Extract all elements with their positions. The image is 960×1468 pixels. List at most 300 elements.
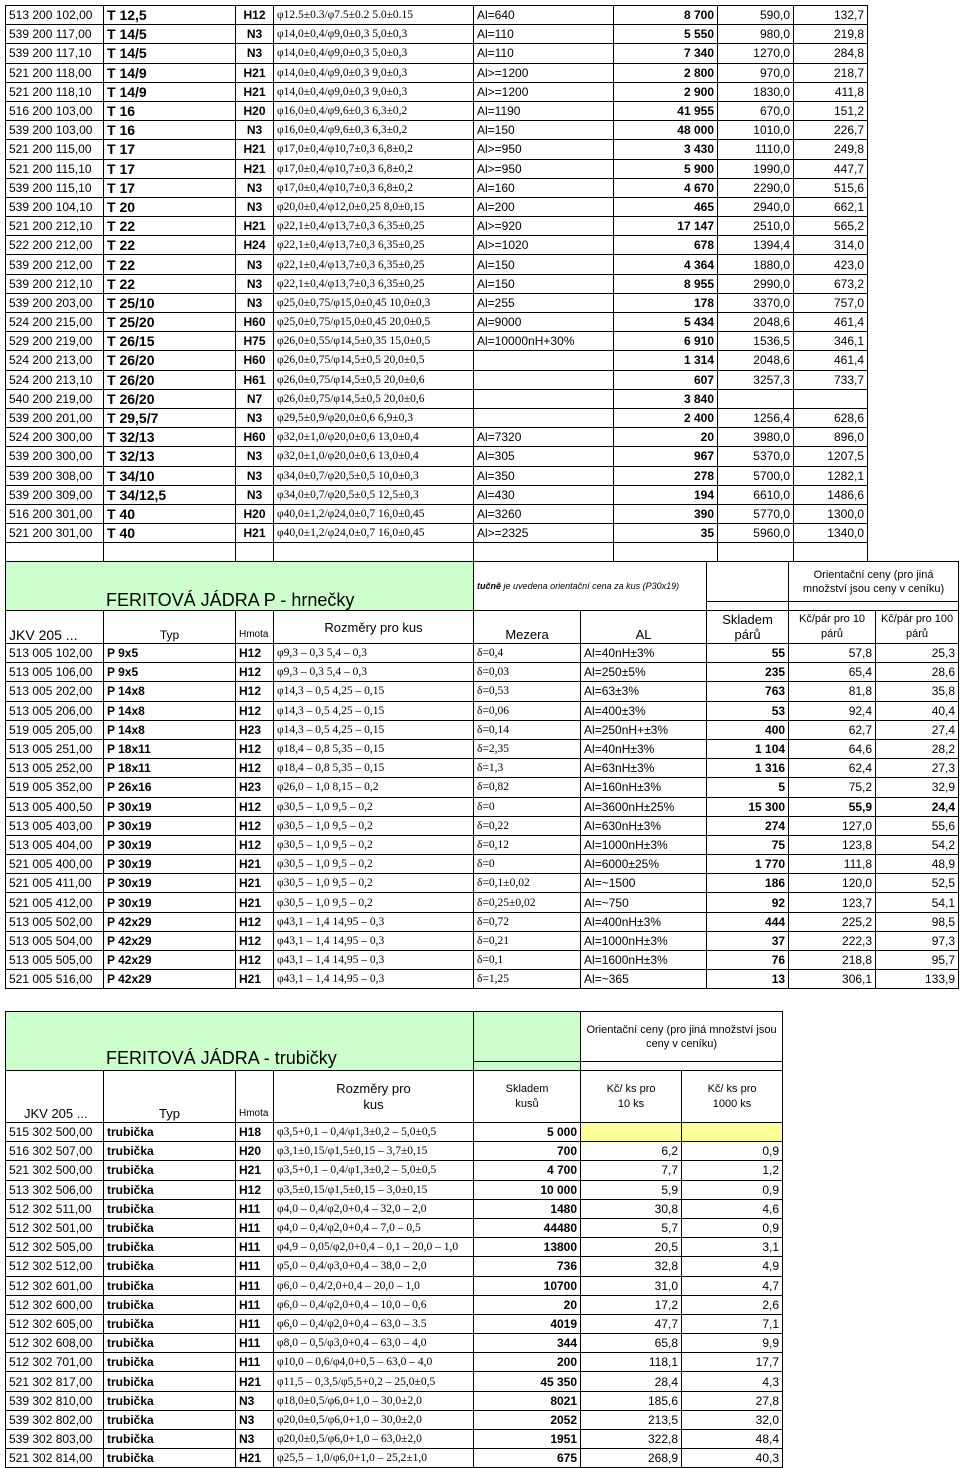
material: H12: [236, 6, 274, 25]
table-row: [6, 874, 959, 893]
table-row: [6, 44, 868, 63]
price-100: 1486,6: [794, 485, 868, 504]
al-value: Al=40nH±3%: [581, 644, 707, 663]
price-100: 423,0: [794, 255, 868, 274]
table-row: [6, 951, 959, 970]
p-orient-header: Orientační ceny (pro jiná množství jsou ceny v ceníku): [789, 562, 959, 602]
table-row: [6, 140, 868, 159]
al-value: Al=430: [474, 485, 614, 504]
stock: 678: [614, 236, 718, 255]
core-type: P 9x5: [104, 644, 236, 663]
tube-header-skladem: Skladem kusů: [474, 1071, 581, 1123]
core-type: trubička: [104, 1391, 236, 1410]
core-type: P 42x29: [104, 931, 236, 950]
table-row: [6, 255, 868, 274]
price-10: 2048,6: [718, 351, 794, 370]
jkv-code: 539 200 203,00: [6, 293, 104, 312]
air-gap: δ=0,03: [474, 663, 581, 682]
table-row: [6, 178, 868, 197]
table-row: [6, 1449, 783, 1468]
table-row: [6, 1199, 783, 1218]
jkv-code: 521 200 301,00: [6, 524, 104, 543]
al-value: Al=160nH±3%: [581, 778, 707, 797]
core-type: trubička: [104, 1353, 236, 1372]
core-type: T 34/10: [104, 466, 236, 485]
price-100: 40,4: [876, 701, 959, 720]
stock: 5 900: [614, 159, 718, 178]
price-10: 2940,0: [718, 197, 794, 216]
price-100: 28,2: [876, 739, 959, 758]
table-row: [6, 1142, 783, 1161]
dimensions: φ26,0±0,55/φ14,5±0,35 15,0±0,5: [274, 332, 474, 351]
al-value: [474, 389, 614, 408]
price-100: 1340,0: [794, 524, 868, 543]
air-gap: δ=0: [474, 797, 581, 816]
price-1000: 7,1: [682, 1314, 783, 1333]
stock: 20: [474, 1295, 581, 1314]
p-header-hmota: Hmota: [236, 611, 274, 644]
material: H21: [236, 63, 274, 82]
core-type: trubička: [104, 1180, 236, 1199]
core-type: P 30x19: [104, 874, 236, 893]
tube-header-typ: Typ: [104, 1071, 236, 1123]
dimensions: φ4,0 – 0,4/φ2,0+0,4 – 32,0 – 2,0: [274, 1199, 474, 1218]
core-type: trubička: [104, 1372, 236, 1391]
jkv-code: 539 302 810,00: [6, 1391, 104, 1410]
price-100: 133,9: [876, 970, 959, 989]
material: H24: [236, 236, 274, 255]
toroid-cores-table: [5, 5, 868, 562]
core-type: T 40: [104, 524, 236, 543]
jkv-code: 521 200 212,10: [6, 217, 104, 236]
price-10: 5,7: [581, 1218, 682, 1237]
stock: 5 434: [614, 313, 718, 332]
price-100: 219,8: [794, 25, 868, 44]
core-type: trubička: [104, 1161, 236, 1180]
dimensions: φ25,5 – 1,0/φ6,0+1,0 – 25,2±1,0: [274, 1449, 474, 1468]
price-10: 127,0: [789, 816, 876, 835]
dimensions: φ43,1 – 1,4 14,95 – 0,3: [274, 912, 474, 931]
jkv-code: 512 302 601,00: [6, 1276, 104, 1295]
dimensions: φ14,3 – 0,5 4,25 – 0,15: [274, 720, 474, 739]
price-100: 54,2: [876, 835, 959, 854]
table-row: [6, 644, 959, 663]
stock: 390: [614, 504, 718, 523]
jkv-code: 516 200 103,00: [6, 101, 104, 120]
jkv-code: 524 200 213,00: [6, 351, 104, 370]
dimensions: φ14,0±0,4/φ9,0±0,3 5,0±0,3: [274, 44, 474, 63]
jkv-code: 513 302 506,00: [6, 1180, 104, 1199]
price-10: 185,6: [581, 1391, 682, 1410]
price-100: 98,5: [876, 912, 959, 931]
dimensions: φ43,1 – 1,4 14,95 – 0,3: [274, 951, 474, 970]
stock: 274: [707, 816, 789, 835]
air-gap: δ=0,82: [474, 778, 581, 797]
core-type: trubička: [104, 1295, 236, 1314]
stock: 4019: [474, 1314, 581, 1333]
dimensions: φ3,5+0,1 – 0,4/φ1,3±0,2 – 5,0±0,5: [274, 1123, 474, 1142]
dimensions: φ6,0 – 0,4/φ2,0+0,4 – 10,0 – 0,6: [274, 1295, 474, 1314]
air-gap: δ=0,25±0,02: [474, 893, 581, 912]
dimensions: φ30,5 – 1,0 9,5 – 0,2: [274, 816, 474, 835]
jkv-code: 519 005 352,00: [6, 778, 104, 797]
price-100: 346,1: [794, 332, 868, 351]
jkv-code: 524 200 215,00: [6, 313, 104, 332]
price-10: 120,0: [789, 874, 876, 893]
material: H12: [236, 951, 274, 970]
price-10: 1990,0: [718, 159, 794, 178]
price-10: 47,7: [581, 1314, 682, 1333]
material: H21: [236, 1372, 274, 1391]
dimensions: φ40,0±1,2/φ24,0±0,7 16,0±0,45: [274, 504, 474, 523]
price-10: 306,1: [789, 970, 876, 989]
price-100: 314,0: [794, 236, 868, 255]
table-row: [6, 25, 868, 44]
material: N3: [236, 466, 274, 485]
table-row: [6, 931, 959, 950]
price-100: 27,3: [876, 759, 959, 778]
price-100: 27,4: [876, 720, 959, 739]
dimensions: φ3,1±0,15/φ1,5±0,15 – 3,7±0,15: [274, 1142, 474, 1161]
table-row: [6, 1334, 783, 1353]
al-value: Al=1600nH±3%: [581, 951, 707, 970]
al-value: Al=1190: [474, 101, 614, 120]
core-type: trubička: [104, 1142, 236, 1161]
material: N3: [236, 447, 274, 466]
stock: 7 340: [614, 44, 718, 63]
dimensions: φ6,0 – 0,4/2,0+0,4 – 20,0 – 1,0: [274, 1276, 474, 1295]
table-row: [6, 159, 868, 178]
material: H20: [236, 504, 274, 523]
price-1000: 4,9: [682, 1257, 783, 1276]
stock: 200: [474, 1353, 581, 1372]
price-100: 25,3: [876, 644, 959, 663]
price-100: 896,0: [794, 428, 868, 447]
dimensions: φ14,3 – 0,5 4,25 – 0,15: [274, 682, 474, 701]
price-10: 670,0: [718, 101, 794, 120]
al-value: Al=250nH+±3%: [581, 720, 707, 739]
price-1000: 4,7: [682, 1276, 783, 1295]
jkv-code: 539 200 212,00: [6, 255, 104, 274]
material: H21: [236, 159, 274, 178]
jkv-code: 519 005 205,00: [6, 720, 104, 739]
jkv-code: 512 302 608,00: [6, 1334, 104, 1353]
table-row: [6, 759, 959, 778]
dimensions: φ9,3 – 0,3 5,4 – 0,3: [274, 663, 474, 682]
price-100: 733,7: [794, 370, 868, 389]
stock: 3 840: [614, 389, 718, 408]
price-10: 31,0: [581, 1276, 682, 1295]
core-type: trubička: [104, 1276, 236, 1295]
dimensions: φ10,0 – 0,6/φ4,0+0,5 – 63,0 – 4,0: [274, 1353, 474, 1372]
stock: 75: [707, 835, 789, 854]
jkv-code: 521 005 411,00: [6, 874, 104, 893]
tube-cores-table: [5, 1011, 783, 1468]
price-1000: 3,1: [682, 1238, 783, 1257]
core-type: T 22: [104, 217, 236, 236]
jkv-code: 512 302 511,00: [6, 1199, 104, 1218]
jkv-code: 513 005 202,00: [6, 682, 104, 701]
core-type: T 14/5: [104, 25, 236, 44]
jkv-code: 521 302 817,00: [6, 1372, 104, 1391]
p-header-al: AL: [581, 611, 707, 644]
price-1000: 40,3: [682, 1449, 783, 1468]
core-type: trubička: [104, 1238, 236, 1257]
core-type: P 18x11: [104, 759, 236, 778]
stock: 8 955: [614, 274, 718, 293]
price-10: 1010,0: [718, 121, 794, 140]
table-row: [6, 82, 868, 101]
table-row: [6, 217, 868, 236]
table-row: [6, 1391, 783, 1410]
jkv-code: 513 005 251,00: [6, 739, 104, 758]
dimensions: φ5,0 – 0,4/φ3,0+0,4 – 38,0 – 2,0: [274, 1257, 474, 1276]
al-value: Al=3600nH±25%: [581, 797, 707, 816]
material: H11: [236, 1353, 274, 1372]
jkv-code: 513 005 106,00: [6, 663, 104, 682]
dimensions: φ25,0±0,75/φ15,0±0,45 10,0±0,3: [274, 293, 474, 312]
material: N3: [236, 274, 274, 293]
price-1000: 1,2: [682, 1161, 783, 1180]
price-10: 64,6: [789, 739, 876, 758]
stock: 10700: [474, 1276, 581, 1295]
price-100: 24,4: [876, 797, 959, 816]
jkv-code: 512 302 505,00: [6, 1238, 104, 1257]
stock: 92: [707, 893, 789, 912]
core-type: T 26/20: [104, 389, 236, 408]
material: N3: [236, 178, 274, 197]
table-row: [6, 236, 868, 255]
table-row: [6, 121, 868, 140]
core-type: P 26x16: [104, 778, 236, 797]
al-value: [474, 408, 614, 427]
price-100: 132,7: [794, 6, 868, 25]
table-row: [6, 1353, 783, 1372]
table-row: [6, 524, 868, 543]
air-gap: δ=0,1: [474, 951, 581, 970]
stock: 607: [614, 370, 718, 389]
core-type: T 14/5: [104, 44, 236, 63]
core-type: trubička: [104, 1449, 236, 1468]
table-row: [6, 797, 959, 816]
core-type: trubička: [104, 1123, 236, 1142]
table-row: [6, 682, 959, 701]
air-gap: δ=0,14: [474, 720, 581, 739]
stock: 400: [707, 720, 789, 739]
core-type: T 32/13: [104, 428, 236, 447]
price-10: 3980,0: [718, 428, 794, 447]
stock: 2 400: [614, 408, 718, 427]
jkv-code: 524 200 300,00: [6, 428, 104, 447]
price-100: 28,6: [876, 663, 959, 682]
dimensions: φ3,5+0,1 – 0,4/φ1,3±0,2 – 5,0±0,5: [274, 1161, 474, 1180]
material: H21: [236, 524, 274, 543]
al-value: Al=150: [474, 121, 614, 140]
jkv-code: 513 005 504,00: [6, 931, 104, 950]
table-row: [6, 893, 959, 912]
al-value: Al=200: [474, 197, 614, 216]
table-row: [6, 332, 868, 351]
stock: 465: [614, 197, 718, 216]
al-value: Al=10000nH+30%: [474, 332, 614, 351]
table-row: [6, 1238, 783, 1257]
price-10: 2048,6: [718, 313, 794, 332]
price-100: 284,8: [794, 44, 868, 63]
price-1000: 9,9: [682, 1334, 783, 1353]
tube-header-hmota: Hmota: [236, 1071, 274, 1123]
core-type: P 42x29: [104, 951, 236, 970]
price-100: 54,1: [876, 893, 959, 912]
price-1000: 0,9: [682, 1180, 783, 1199]
stock: 48 000: [614, 121, 718, 140]
pot-cores-table: [5, 561, 959, 989]
stock: 2 800: [614, 63, 718, 82]
price-10: 62,4: [789, 759, 876, 778]
dimensions: φ14,0±0,4/φ9,0±0,3 9,0±0,3: [274, 82, 474, 101]
dimensions: φ26,0±0,75/φ14,5±0,5 20,0±0,6: [274, 370, 474, 389]
table-row: [6, 408, 868, 427]
table-row: [6, 389, 868, 408]
core-type: T 26/15: [104, 332, 236, 351]
price-10: 123,8: [789, 835, 876, 854]
stock: 344: [474, 1334, 581, 1353]
table-row: [6, 293, 868, 312]
stock: 8021: [474, 1391, 581, 1410]
material: N3: [236, 255, 274, 274]
price-100: 447,7: [794, 159, 868, 178]
material: H11: [236, 1257, 274, 1276]
material: N7: [236, 389, 274, 408]
dimensions: φ17,0±0,4/φ10,7±0,3 6,8±0,2: [274, 159, 474, 178]
table-row: [6, 197, 868, 216]
price-1000: 2,6: [682, 1295, 783, 1314]
jkv-code: 513 005 206,00: [6, 701, 104, 720]
price-1000: 4,3: [682, 1372, 783, 1391]
core-type: P 14x8: [104, 682, 236, 701]
jkv-code: 513 005 252,00: [6, 759, 104, 778]
price-10: 57,8: [789, 644, 876, 663]
jkv-code: 539 200 201,00: [6, 408, 104, 427]
core-type: T 14/9: [104, 82, 236, 101]
core-type: T 34/12,5: [104, 485, 236, 504]
stock: 8 700: [614, 6, 718, 25]
jkv-code: 524 200 213,10: [6, 370, 104, 389]
dimensions: φ34,0±0,7/φ20,5±0,5 10,0±0,3: [274, 466, 474, 485]
price-100: 1207,5: [794, 447, 868, 466]
jkv-code: 539 302 802,00: [6, 1410, 104, 1429]
material: H61: [236, 370, 274, 389]
material: H12: [236, 912, 274, 931]
core-type: P 18x11: [104, 739, 236, 758]
material: H21: [236, 855, 274, 874]
price-100: 249,8: [794, 140, 868, 159]
air-gap: δ=0,22: [474, 816, 581, 835]
material: H60: [236, 313, 274, 332]
core-type: trubička: [104, 1430, 236, 1449]
material: N3: [236, 1410, 274, 1429]
material: H21: [236, 1449, 274, 1468]
stock: 76: [707, 951, 789, 970]
stock: 1 314: [614, 351, 718, 370]
table-row: [6, 274, 868, 293]
price-10: 970,0: [718, 63, 794, 82]
al-value: Al=110: [474, 44, 614, 63]
stock: 763: [707, 682, 789, 701]
jkv-code: 539 200 115,10: [6, 178, 104, 197]
material: H12: [236, 682, 274, 701]
price-10: 5370,0: [718, 447, 794, 466]
dimensions: φ30,5 – 1,0 9,5 – 0,2: [274, 893, 474, 912]
dimensions: φ18,4 – 0,8 5,35 – 0,15: [274, 739, 474, 758]
jkv-code: 521 200 118,00: [6, 63, 104, 82]
air-gap: δ=0,06: [474, 701, 581, 720]
price-10: 62,7: [789, 720, 876, 739]
price-100: 411,8: [794, 82, 868, 101]
jkv-code: 521 005 412,00: [6, 893, 104, 912]
core-type: trubička: [104, 1314, 236, 1333]
al-value: Al=3260: [474, 504, 614, 523]
material: H12: [236, 835, 274, 854]
stock: 5 550: [614, 25, 718, 44]
stock: 35: [614, 524, 718, 543]
table-row: [6, 504, 868, 523]
price-100: 565,2: [794, 217, 868, 236]
price-100: 673,2: [794, 274, 868, 293]
material: N3: [236, 197, 274, 216]
tube-header-kc1000: Kč/ ks pro 1000 ks: [682, 1071, 783, 1123]
table-row: [6, 701, 959, 720]
jkv-code: 521 302 814,00: [6, 1449, 104, 1468]
table-row: [6, 970, 959, 989]
core-type: P 30x19: [104, 893, 236, 912]
core-type: trubička: [104, 1257, 236, 1276]
material: H12: [236, 739, 274, 758]
table-row: [6, 778, 959, 797]
material: H11: [236, 1314, 274, 1333]
stock: 178: [614, 293, 718, 312]
table-row: [6, 1372, 783, 1391]
table-row: [6, 428, 868, 447]
material: H21: [236, 217, 274, 236]
material: H75: [236, 332, 274, 351]
dimensions: φ22,1±0,4/φ13,7±0,3 6,35±0,25: [274, 274, 474, 293]
price-1000: 27,8: [682, 1391, 783, 1410]
stock: 5: [707, 778, 789, 797]
price-10: 3257,3: [718, 370, 794, 389]
material: H12: [236, 701, 274, 720]
air-gap: δ=1,3: [474, 759, 581, 778]
price-10: 1110,0: [718, 140, 794, 159]
table-row: [6, 1161, 783, 1180]
core-type: T 26/20: [104, 370, 236, 389]
dimensions: φ18,4 – 0,8 5,35 – 0,15: [274, 759, 474, 778]
price-10: 3370,0: [718, 293, 794, 312]
table-row: [6, 1257, 783, 1276]
core-type: T 17: [104, 159, 236, 178]
material: H11: [236, 1199, 274, 1218]
table-row: [6, 1218, 783, 1237]
core-type: T 32/13: [104, 447, 236, 466]
core-type: P 30x19: [104, 816, 236, 835]
core-type: T 22: [104, 274, 236, 293]
air-gap: δ=0,72: [474, 912, 581, 931]
stock: 675: [474, 1449, 581, 1468]
stock: 55: [707, 644, 789, 663]
al-value: Al=160: [474, 178, 614, 197]
al-value: Al=~750: [581, 893, 707, 912]
dimensions: φ18,0±0,5/φ6,0+1,0 – 30,0±2,0: [274, 1391, 474, 1410]
material: H11: [236, 1238, 274, 1257]
